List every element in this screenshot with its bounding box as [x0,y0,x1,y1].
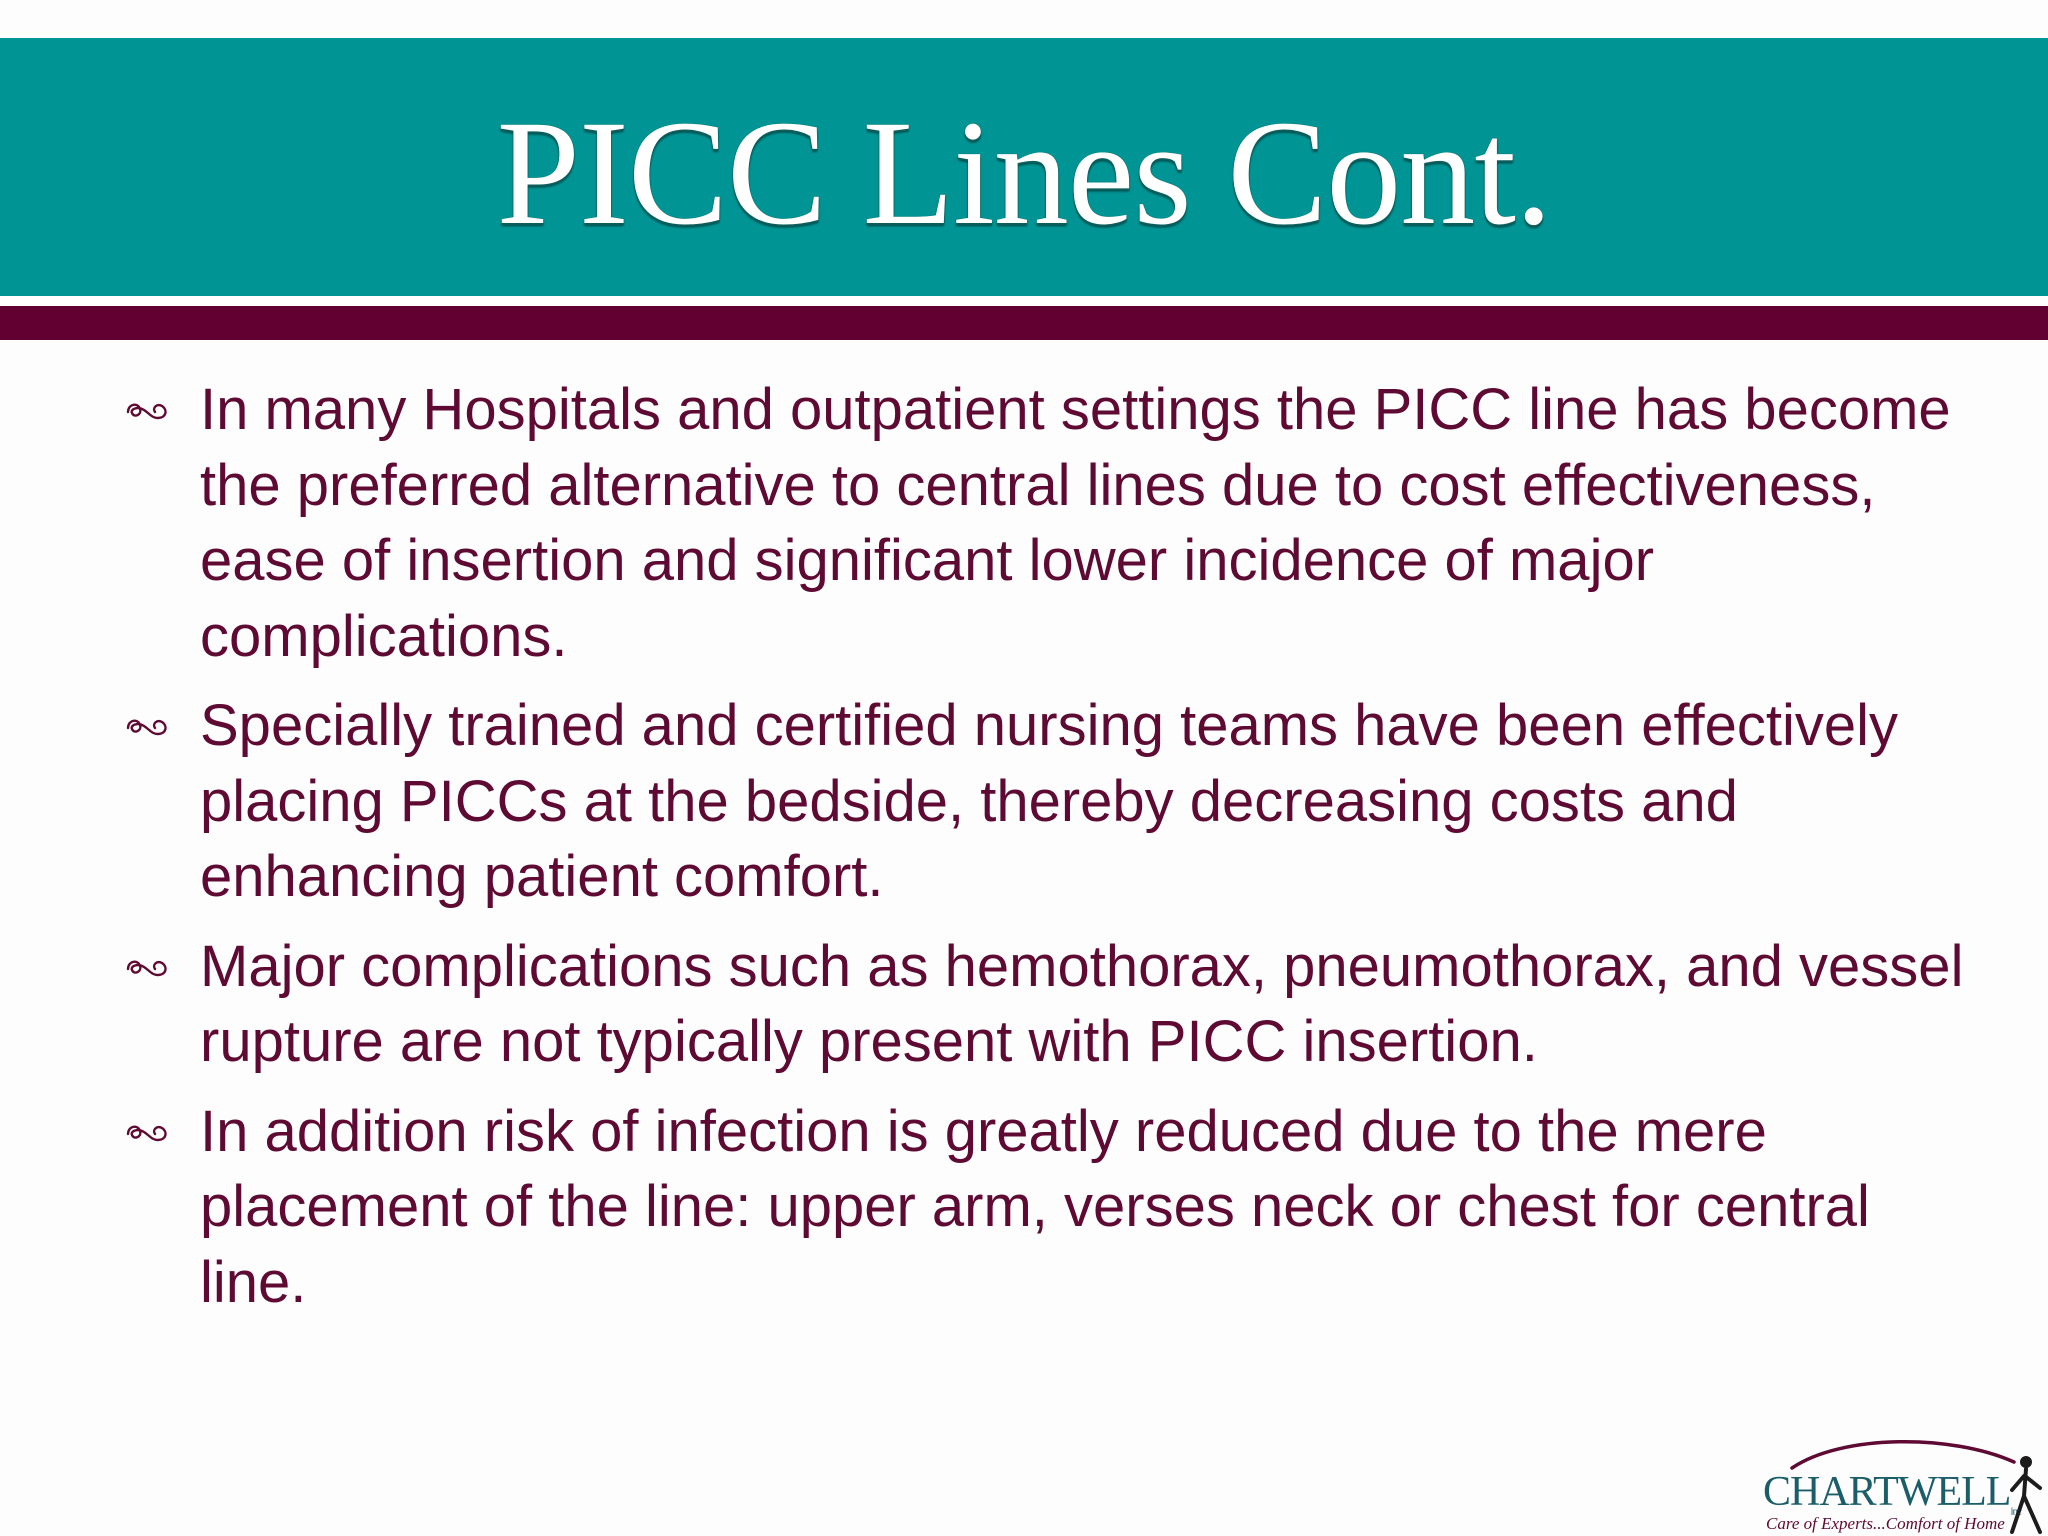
scroll-bullet-icon [122,955,170,981]
walking-person-icon [2004,1454,2048,1536]
bullet-text: In many Hospitals and outpatient settings the PICC line has become the preferred alternative to central lines due to cost effectiveness, ease of insertion and significant lower incidence of major complications. [200,377,1951,669]
bullet-item [0,929,2048,1080]
chartwell-logo [1752,1432,2048,1536]
slide-title: PICC Lines Cont. [496,90,1552,256]
scroll-bullet-icon [122,1120,170,1146]
accent-bar [0,306,2048,340]
bullet-item [0,372,2048,674]
scroll-bullet-icon [122,398,170,424]
title-divider-gap [0,296,2048,306]
bullet-item [0,688,2048,915]
bullet-text: Major complications such as hemothorax, pneumothorax, and vessel rupture are not typically present with PICC insertion. [200,933,1964,1074]
bullet-item [0,1094,2048,1321]
logo-name: $CHARTWELL_{inc}$ [1763,1469,2021,1518]
bullet-text: Specially trained and certified nursing teams have been effectively placing PICCs at the bedside, thereby decreasing costs and enhancing patient comfort. [200,693,1899,909]
bullet-list [0,372,2048,1334]
logo-tagline: Care of Experts...Comfort of Home [1766,1514,2005,1533]
bullet-text: In addition risk of infection is greatly reduced due to the mere placement of the line: upper arm, verses neck or chest for central line. [200,1098,1870,1315]
logo-trademark: inc [2010,1505,2021,1518]
scroll-bullet-icon [122,714,170,740]
